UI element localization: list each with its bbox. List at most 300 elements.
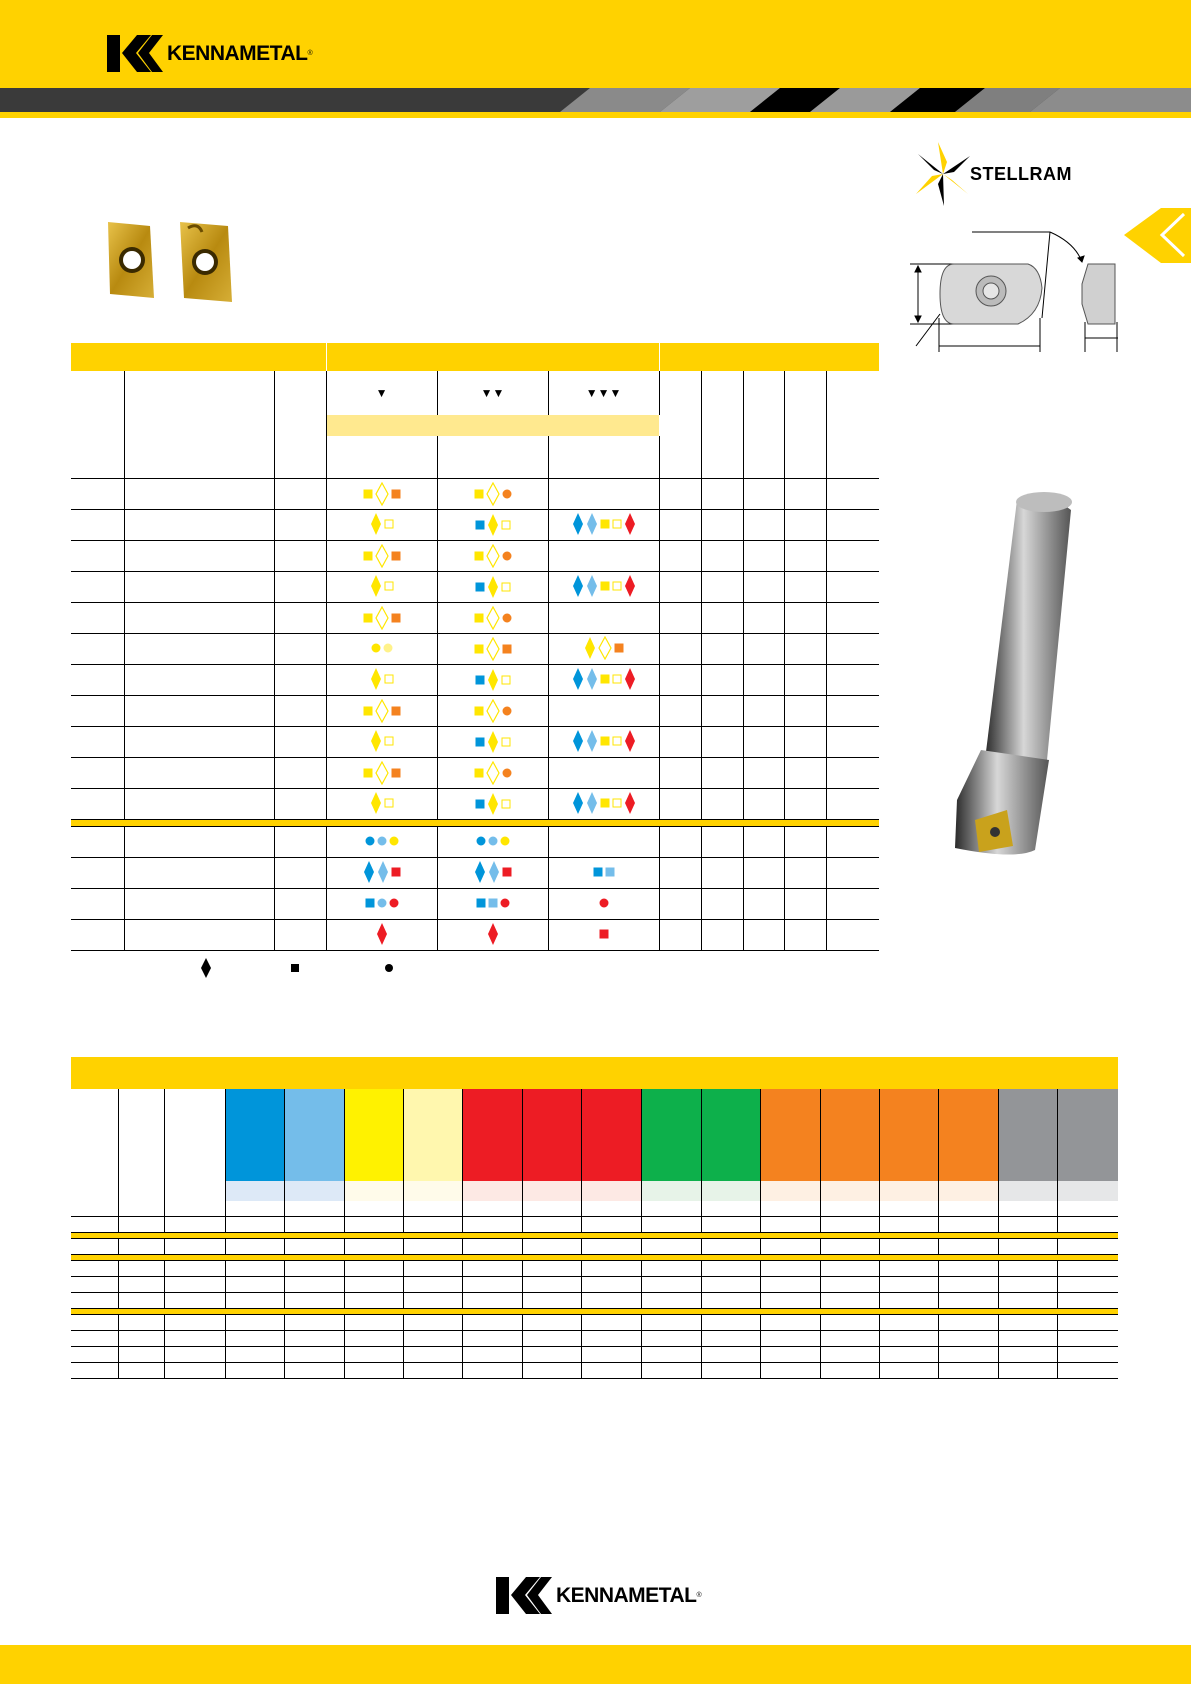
- application-symbol-cell: [326, 789, 437, 820]
- grade-cell: [939, 1363, 999, 1379]
- insert-cell: [701, 572, 743, 603]
- insert-cell: [124, 920, 274, 951]
- insert-cell: [124, 603, 274, 634]
- grade-cell: [939, 1347, 999, 1363]
- insert-cell: [274, 889, 326, 920]
- insert-cell: [826, 920, 879, 951]
- material-symbol-blue-diamonds-red-square: [363, 860, 401, 884]
- grade-data-row: [71, 1315, 1118, 1331]
- insert-cell: [71, 889, 124, 920]
- material-symbol-red-circle: [599, 898, 609, 908]
- grade-cell: [523, 1293, 582, 1309]
- application-symbol-cell: [437, 789, 548, 820]
- material-symbol-diamond-square-orange: [363, 761, 401, 785]
- material-symbol-diamond-circle-orange: [474, 761, 512, 785]
- grade-cell: [344, 1089, 403, 1181]
- insert-cell: [659, 758, 701, 789]
- grade-cell: [582, 1201, 641, 1217]
- grade-cell: [71, 1201, 118, 1217]
- grade-color-row: [71, 1089, 1118, 1181]
- insert-cell: [784, 858, 826, 889]
- grade-cell: [284, 1315, 344, 1331]
- application-symbol-cell: [548, 572, 659, 603]
- insert-cell: [659, 920, 701, 951]
- grade-cell: [404, 1331, 463, 1347]
- material-symbol-diamond-square-orange: [363, 699, 401, 723]
- grade-data-row: [71, 1331, 1118, 1347]
- grade-cell: [284, 1089, 344, 1181]
- grade-cell: [999, 1089, 1058, 1181]
- material-symbol-yellow-diamond-orange: [584, 636, 624, 660]
- material-symbol-red-diamond: [487, 922, 499, 946]
- grade-cell: [820, 1261, 879, 1277]
- insert-cell: [124, 727, 274, 758]
- application-symbol-cell: [548, 696, 659, 727]
- material-symbol-diamond-circle-orange: [474, 699, 512, 723]
- insert-cell: [743, 827, 784, 858]
- grade-cell: [760, 1261, 820, 1277]
- insert-cell: [124, 696, 274, 727]
- grade-cell: [701, 1347, 760, 1363]
- grade-cell: [284, 1181, 344, 1201]
- grade-cell: [344, 1315, 403, 1331]
- grade-cell: [523, 1239, 582, 1255]
- grade-cell: [760, 1331, 820, 1347]
- insert-cell: [784, 889, 826, 920]
- grade-cell: [999, 1261, 1058, 1277]
- grade-cell: [1058, 1181, 1118, 1201]
- insert-cell: [71, 665, 124, 696]
- grade-cell: [71, 1277, 118, 1293]
- insert-cell: [274, 727, 326, 758]
- grade-cell: [582, 1239, 641, 1255]
- application-symbol-cell: [437, 572, 548, 603]
- grade-cell: [1058, 1201, 1118, 1217]
- insert-cell: [701, 727, 743, 758]
- grade-cell: [344, 1261, 403, 1277]
- grade-cell: [879, 1261, 938, 1277]
- insert-cell: [701, 920, 743, 951]
- grade-cell: [879, 1293, 938, 1309]
- grade-cell: [701, 1239, 760, 1255]
- insert-cell: [71, 510, 124, 541]
- grade-cell: [641, 1261, 701, 1277]
- grade-cell: [1058, 1315, 1118, 1331]
- grade-cell: [641, 1089, 701, 1181]
- grade-cell: [118, 1277, 164, 1293]
- insert-cell: [274, 541, 326, 572]
- grade-cell: [404, 1217, 463, 1233]
- insert-cell: [784, 789, 826, 820]
- application-symbol-cell: [326, 889, 437, 920]
- header-thin-band: [0, 112, 1191, 118]
- material-symbol-diamond-square-light: [370, 729, 394, 753]
- grade-cell: [164, 1347, 225, 1363]
- insert-cell: [71, 572, 124, 603]
- grade-cell: [118, 1089, 164, 1181]
- grade-cell: [760, 1315, 820, 1331]
- grade-cell: [71, 1239, 118, 1255]
- insert-cell: [71, 541, 124, 572]
- triangle-light: ▼: [326, 371, 437, 415]
- insert-cell: [274, 827, 326, 858]
- insert-cell: [124, 889, 274, 920]
- grade-cell: [999, 1217, 1058, 1233]
- grade-data-row: [71, 1201, 1118, 1217]
- insert-table: [71, 343, 879, 951]
- insert-cell: [659, 727, 701, 758]
- application-symbol-cell: [437, 727, 548, 758]
- grade-cell: [641, 1347, 701, 1363]
- grade-cell: [164, 1201, 225, 1217]
- grade-data-row: [71, 1363, 1118, 1379]
- grade-cell: [582, 1347, 641, 1363]
- grade-cell: [164, 1261, 225, 1277]
- application-symbol-cell: [548, 510, 659, 541]
- grade-cell: [284, 1277, 344, 1293]
- grade-cell: [344, 1217, 403, 1233]
- grade-cell: [999, 1315, 1058, 1331]
- grade-cell: [523, 1347, 582, 1363]
- grade-cell: [701, 1089, 760, 1181]
- grade-cell: [939, 1261, 999, 1277]
- insert-cell: [659, 696, 701, 727]
- insert-row: [71, 634, 879, 665]
- grade-cell: [523, 1331, 582, 1347]
- material-symbol-blue-diamonds-red-square: [474, 860, 512, 884]
- application-symbol-cell: [437, 827, 548, 858]
- grade-cell: [164, 1363, 225, 1379]
- grade-cell: [284, 1201, 344, 1217]
- insert-row: [71, 510, 879, 541]
- insert-cell: [826, 479, 879, 510]
- group-separator: [71, 820, 879, 827]
- material-symbol-diamond-square-orange: [363, 606, 401, 630]
- grade-cell: [164, 1277, 225, 1293]
- grade-cell: [641, 1239, 701, 1255]
- insert-cell: [124, 758, 274, 789]
- insert-cell: [784, 572, 826, 603]
- insert-cell: [784, 696, 826, 727]
- application-symbol-cell: [548, 858, 659, 889]
- grade-cell: [1058, 1331, 1118, 1347]
- insert-cell: [743, 858, 784, 889]
- application-symbol-cell: [437, 665, 548, 696]
- grade-cell: [582, 1181, 641, 1201]
- grade-cell: [463, 1089, 523, 1181]
- application-symbol-cell: [437, 603, 548, 634]
- insert-cell: [743, 696, 784, 727]
- grade-cell: [225, 1217, 284, 1233]
- header-cell-dimensions: [659, 343, 879, 371]
- insert-cell: [701, 603, 743, 634]
- legend-square-icon: [289, 962, 301, 974]
- application-symbol-cell: [326, 920, 437, 951]
- insert-cell: [659, 889, 701, 920]
- grade-cell: [820, 1089, 879, 1181]
- grade-cell: [164, 1089, 225, 1181]
- material-symbol-blue-diamond-square-light: [475, 513, 511, 537]
- application-symbol-cell: [326, 827, 437, 858]
- grade-cell: [999, 1347, 1058, 1363]
- insert-cell: [826, 665, 879, 696]
- material-symbol-diamond-square-light: [370, 667, 394, 691]
- insert-cell: [701, 665, 743, 696]
- grade-cell: [71, 1217, 118, 1233]
- grade-cell: [118, 1261, 164, 1277]
- grade-cell: [760, 1181, 820, 1201]
- application-symbol-cell: [326, 541, 437, 572]
- triangle-heavy: ▼▼▼: [548, 371, 659, 415]
- insert-cell: [701, 789, 743, 820]
- grade-cell: [641, 1293, 701, 1309]
- grade-cell: [879, 1201, 938, 1217]
- material-symbol-blue-diamond-red: [572, 574, 636, 598]
- grade-cell: [879, 1277, 938, 1293]
- grade-cell: [701, 1315, 760, 1331]
- grade-cell: [225, 1293, 284, 1309]
- insert-cell: [743, 758, 784, 789]
- grade-cell: [118, 1217, 164, 1233]
- material-symbol-blue-diamond-red: [572, 512, 636, 536]
- grade-cell: [1058, 1277, 1118, 1293]
- grade-cell: [225, 1181, 284, 1201]
- insert-row: [71, 827, 879, 858]
- grade-cell: [118, 1363, 164, 1379]
- insert-photos: [104, 218, 239, 304]
- material-symbol-diamond-square-orange: [363, 482, 401, 506]
- grade-cell: [164, 1293, 225, 1309]
- insert-row: [71, 727, 879, 758]
- grade-cell: [523, 1363, 582, 1379]
- grade-cell: [71, 1261, 118, 1277]
- triangle-medium: ▼▼: [437, 371, 548, 415]
- grade-cell: [1058, 1217, 1118, 1233]
- grade-cell: [164, 1315, 225, 1331]
- insert-cell: [274, 510, 326, 541]
- grade-cell: [118, 1315, 164, 1331]
- material-symbol-blue-square-circles-red: [365, 898, 399, 908]
- header-cell-designation: [71, 343, 326, 371]
- page-tab-chevron: [1124, 208, 1191, 263]
- grade-cell: [284, 1239, 344, 1255]
- grade-cell: [582, 1277, 641, 1293]
- material-symbol-diamond-circle-orange: [474, 606, 512, 630]
- grade-cell: [820, 1363, 879, 1379]
- grade-cell: [118, 1293, 164, 1309]
- grade-cell: [820, 1181, 879, 1201]
- material-symbol-red-square: [599, 929, 609, 939]
- insert-cell: [784, 634, 826, 665]
- grade-data-row: [71, 1239, 1118, 1255]
- grade-cell: [344, 1347, 403, 1363]
- grade-cell: [404, 1363, 463, 1379]
- material-symbol-blue-squares: [593, 867, 615, 877]
- insert-front-image: [108, 222, 154, 298]
- insert-cell: [784, 510, 826, 541]
- grade-data-row: [71, 1347, 1118, 1363]
- insert-cell: [124, 479, 274, 510]
- insert-cell: [274, 665, 326, 696]
- grade-cell: [71, 1331, 118, 1347]
- grade-cell: [1058, 1239, 1118, 1255]
- insert-cell: [743, 572, 784, 603]
- insert-cell: [743, 603, 784, 634]
- insert-row: [71, 758, 879, 789]
- grade-cell: [71, 1315, 118, 1331]
- grade-cell: [1058, 1089, 1118, 1181]
- insert-cell: [659, 479, 701, 510]
- insert-cell: [124, 541, 274, 572]
- insert-cell: [274, 920, 326, 951]
- application-symbol-cell: [326, 479, 437, 510]
- grade-cell: [404, 1347, 463, 1363]
- grade-cell: [820, 1315, 879, 1331]
- grade-cell: [701, 1201, 760, 1217]
- insert-cell: [71, 634, 124, 665]
- grade-cell: [701, 1261, 760, 1277]
- insert-cell: [71, 479, 124, 510]
- insert-cell: [71, 827, 124, 858]
- grade-cell: [284, 1293, 344, 1309]
- grade-cell: [118, 1181, 164, 1201]
- grade-cell: [641, 1201, 701, 1217]
- material-symbol-circles-yellow: [371, 643, 393, 653]
- grade-cell: [701, 1181, 760, 1201]
- grade-data-row: [71, 1277, 1118, 1293]
- grade-cell: [701, 1363, 760, 1379]
- insert-angle-image: [180, 222, 232, 302]
- grade-cell: [404, 1201, 463, 1217]
- insert-cell: [124, 789, 274, 820]
- grade-cell: [879, 1331, 938, 1347]
- insert-cell: [71, 858, 124, 889]
- insert-row: [71, 541, 879, 572]
- grade-cell: [118, 1331, 164, 1347]
- grade-cell: [284, 1331, 344, 1347]
- insert-cell: [826, 889, 879, 920]
- grade-cell: [641, 1217, 701, 1233]
- insert-cell: [701, 479, 743, 510]
- insert-cell: [826, 603, 879, 634]
- grade-cell: [999, 1239, 1058, 1255]
- application-symbol-cell: [437, 920, 548, 951]
- insert-table-header: [71, 343, 879, 371]
- material-symbol-diamond-square-orange: [363, 544, 401, 568]
- grade-cell: [582, 1261, 641, 1277]
- grade-cell: [1058, 1261, 1118, 1277]
- grade-cell: [284, 1363, 344, 1379]
- grade-cell: [463, 1181, 523, 1201]
- grade-cell: [344, 1293, 403, 1309]
- material-symbol-blue-diamond-square-light: [475, 668, 511, 692]
- grade-cell: [404, 1277, 463, 1293]
- material-symbol-diamond-square-light: [370, 512, 394, 536]
- application-symbol-cell: [326, 665, 437, 696]
- material-symbol-diamond-circle-orange: [474, 482, 512, 506]
- grade-cell: [523, 1277, 582, 1293]
- grade-cell: [225, 1315, 284, 1331]
- grade-cell: [463, 1363, 523, 1379]
- stellram-wordmark: STELLRAM: [970, 163, 1072, 184]
- grade-cell: [164, 1239, 225, 1255]
- stripe-pattern: [0, 88, 1191, 112]
- insert-cell: [124, 858, 274, 889]
- grade-cell: [641, 1181, 701, 1201]
- material-symbol-circles-blue-yellow: [365, 836, 399, 846]
- grade-cell: [284, 1347, 344, 1363]
- insert-cell: [274, 479, 326, 510]
- insert-cell: [743, 889, 784, 920]
- grade-cell: [463, 1201, 523, 1217]
- material-symbol-blue-diamond-red: [572, 667, 636, 691]
- grade-cell: [404, 1089, 463, 1181]
- application-symbol-cell: [326, 696, 437, 727]
- material-symbol-circles-blue-yellow: [476, 836, 510, 846]
- material-symbol-diamond-square-light: [370, 791, 394, 815]
- grade-cell: [879, 1239, 938, 1255]
- grade-cell: [463, 1347, 523, 1363]
- grade-cell: [879, 1347, 938, 1363]
- application-symbol-cell: [437, 479, 548, 510]
- application-subheader: [326, 415, 659, 436]
- kennametal-wordmark: KENNAMETAL: [167, 41, 308, 65]
- insert-row: [71, 572, 879, 603]
- application-symbol-cell: [326, 634, 437, 665]
- grade-cell: [999, 1293, 1058, 1309]
- grade-cell: [701, 1277, 760, 1293]
- grade-cell: [939, 1201, 999, 1217]
- insert-cell: [826, 541, 879, 572]
- application-symbol-cell: [548, 758, 659, 789]
- application-symbol-cell: [548, 789, 659, 820]
- grade-cell: [760, 1347, 820, 1363]
- insert-cell: [659, 572, 701, 603]
- application-symbol-cell: [437, 510, 548, 541]
- insert-cell: [71, 789, 124, 820]
- application-symbol-cell: [548, 479, 659, 510]
- grade-cell: [523, 1261, 582, 1277]
- application-symbol-cell: [548, 665, 659, 696]
- grade-cell: [999, 1331, 1058, 1347]
- material-symbol-diamond-square-orange: [474, 637, 512, 661]
- footer-kennametal-logo: KENNAMETAL ®: [496, 1577, 702, 1614]
- insert-cell: [784, 920, 826, 951]
- application-symbol-cell: [326, 858, 437, 889]
- grade-cell: [463, 1293, 523, 1309]
- insert-cell: [826, 696, 879, 727]
- application-symbol-cell: [548, 727, 659, 758]
- grade-cell: [760, 1089, 820, 1181]
- grade-cell: [225, 1201, 284, 1217]
- insert-cell: [743, 634, 784, 665]
- insert-cell: [701, 889, 743, 920]
- insert-cell: [701, 758, 743, 789]
- application-symbol-cell: [548, 634, 659, 665]
- insert-cell: [124, 572, 274, 603]
- kennametal-k-icon: [496, 1577, 552, 1614]
- grade-data-row: [71, 1217, 1118, 1233]
- material-symbol-blue-diamond-square-light: [475, 575, 511, 599]
- grade-cell: [641, 1363, 701, 1379]
- grade-cell: [344, 1363, 403, 1379]
- insert-cell: [826, 827, 879, 858]
- grade-cell: [760, 1239, 820, 1255]
- footer-band: [0, 1645, 1191, 1684]
- grade-cell: [760, 1293, 820, 1309]
- footer-wordmark: KENNAMETAL: [556, 1583, 697, 1607]
- kennametal-k-icon: [107, 35, 163, 72]
